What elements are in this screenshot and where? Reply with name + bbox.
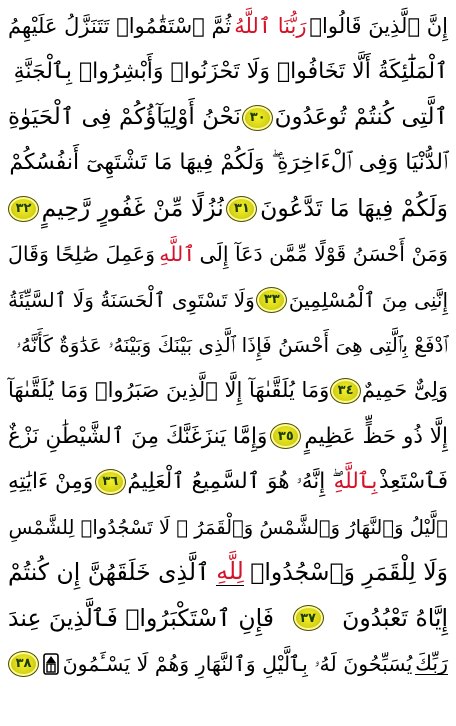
sajda-icon [42,653,60,675]
verse-text: ٱلدُّنْيَا وَفِى ٱلْءَاخِرَةِ ۖ وَلَكُمْ فِيهَا مَا تَشْتَهِىٓ أَنفُسُكُمْ [9,150,448,176]
verse-text: وَعَمِلَ صَٰلِحًا وَقَالَ [8,242,156,266]
divine-name-text: رَبُّنَا ٱللَّهُ [234,14,307,39]
verse-line [8,596,448,642]
verse-text: إِنَّنِى مِنَ ٱلْمُسْلِمِينَ [288,287,448,312]
divine-name-text: بِٱللَّهِ [333,469,378,494]
verse-text: نَحْنُ أَوْلِيَآؤُكُمْ فِى ٱلْحَيَوٰةِ [8,104,241,131]
verse-text: ٱلَّذِى خَلَقَهُنَّ إِن كُنتُمْ [8,558,210,586]
verse-line [8,186,448,232]
verse-line [8,414,448,460]
verse-text: إِنَّ ٱلَّذِينَ قَالُوا۟ [309,14,448,39]
verse-text: ۖ إِنَّهُۥ هُوَ ٱلسَّمِيعُ ٱلْعَلِيمُ [127,469,333,494]
ayah-number-marker: ٣٣ [256,287,287,313]
verse-line [8,459,448,505]
ayah-number-marker: ٣١ [226,196,257,222]
verse-text: وَلَا تَسْتَوِى ٱلْحَسَنَةُ وَلَا ٱلسَّيِّئَةُ [8,287,255,312]
ayah-number-marker: ٣٨ [8,651,39,677]
verse-text: رَبِّكَ [415,650,448,675]
divine-name-text: لِلَّهِ [216,557,244,585]
verse-text: ٱلَّتِى كُنتُمْ تُوعَدُونَ [274,104,448,131]
verse-text: ٱدْفَعْ بِٱلَّتِى هِىَ أَحْسَنُ فَإِذَا ٱلَّذِى بَيْنَكَ وَبَيْنَهُۥ عَدَٰوَةٌ كَأَنَّهُۥ [16,333,448,358]
verse-line [8,50,448,96]
verse-text: إِيَّاهُ تَعْبُدُونَ [342,603,448,632]
verse-line [8,232,448,278]
verse-text: ٱلْمَلَٰٓئِكَةُ أَلَّا تَخَافُوا۟ وَلَا تَحْزَنُوا۟ وَأَبْشِرُوا۟ بِٱلْجَنَّةِ [13,59,448,85]
ayah-number-marker: ٣٥ [270,423,301,449]
verse-text: وَمِنْ ءَايَٰتِهِ [8,469,94,494]
ayah-number-marker: ٣٢ [8,196,39,222]
verse-text: ٱلَّيْلُ وَٱلنَّهَارُ وَٱلشَّمْسُ وَٱلْقَمَرُ ۚ لَا تَسْجُدُوا۟ لِلشَّمْسِ [8,515,448,539]
verse-text: وَلَكُمْ فِيهَا مَا تَدَّعُونَ [260,194,448,222]
verse-text: نُزُلًا مِّنْ غَفُورٍ رَّحِيمٍ [41,194,224,222]
verse-text: وَلَا لِلْقَمَرِ وَٱسْجُدُوا۟ [250,558,448,586]
verse-line [8,641,448,687]
verse-line [8,4,448,50]
ayah-number-marker: ٣٠ [242,105,273,131]
verse-line [8,368,448,414]
verse-line [8,141,448,187]
verse-line [8,323,448,369]
verse-text: ثُمَّ ٱسْتَقَٰمُوا۟ تَتَنَزَّلُ عَلَيْهِمُ [8,14,232,39]
ayah-number-marker: ٣٧ [293,605,324,631]
ayah-number-marker: ٣٤ [330,378,361,404]
verse-text: إِلَّا ذُو حَظٍّ عَظِيمٍ [304,423,448,449]
divine-name-text: ٱللَّهِ [159,242,196,266]
verse-line [8,277,448,323]
verse-text: وَمَنْ أَحْسَنُ قَوْلًا مِّمَّن دَعَآ إِلَى [199,242,448,266]
verse-text: فَٱسْتَعِذْ [378,469,448,494]
verse-text: يُسَبِّحُونَ لَهُۥ بِٱلَّيْلِ وَٱلنَّهَارِ وَهُمْ لَا يَسْـَٔمُونَ [62,651,413,676]
verse-text: وَلِىٌّ حَمِيمٌ [361,378,448,403]
verse-line [8,550,448,596]
verse-text: وَمَا يُلَقَّىٰهَآ إِلَّا ٱلَّذِينَ صَبَرُوا۟ وَمَا يُلَقَّىٰهَآ [8,378,330,403]
ayah-number-marker: ٣٦ [95,469,126,495]
verse-text: فَإِنِ ٱسْتَكْبَرُوا۟ فَٱلَّذِينَ عِندَ [8,603,275,632]
verse-text: وَإِمَّا يَنزَغَنَّكَ مِنَ ٱلشَّيْطَٰنِ نَزْغٌ [8,423,268,449]
verse-line [8,95,448,141]
verse-line [8,505,448,551]
